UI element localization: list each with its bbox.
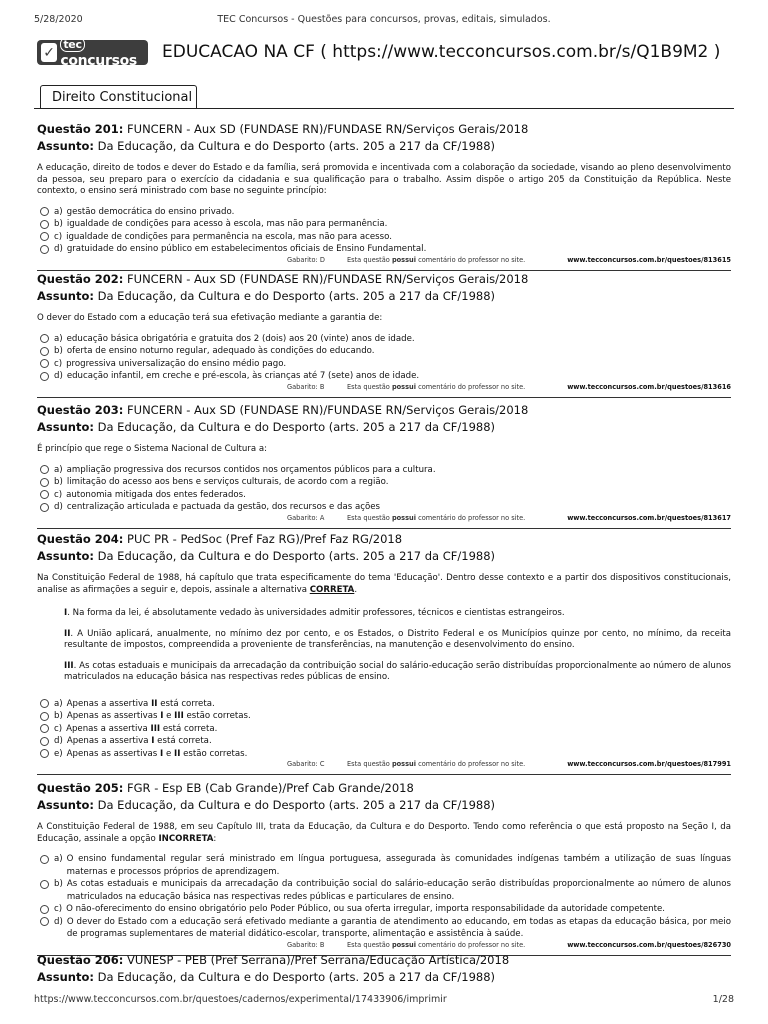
question-title: Questão 202: FUNCERN - Aux SD (FUNDASE RN)/FUNDASE RN/Serviços Gerais/2018 <box>37 272 529 286</box>
question-footer <box>37 941 731 951</box>
radio-button[interactable] <box>40 347 49 356</box>
print-title: TEC Concursos - Questões para concursos, provas, editais, simulados. <box>217 14 551 25</box>
option-a[interactable]: a) ampliação progressiva dos recursos contidos nos orçamentos públicos para a cultura. <box>37 464 731 477</box>
question-subject: Assunto: Da Educação, da Cultura e do Desporto (arts. 205 a 217 da CF/1988) <box>37 420 496 434</box>
question-footer <box>37 256 731 266</box>
print-date: 5/28/2020 <box>34 14 83 25</box>
question-title: Questão 201: FUNCERN - Aux SD (FUNDASE RN)/FUNDASE RN/Serviços Gerais/2018 <box>37 122 529 136</box>
radio-button[interactable] <box>40 359 49 368</box>
options-list <box>37 464 731 514</box>
radio-button[interactable] <box>40 465 49 474</box>
option-d[interactable]: d) centralização articulada e pactuada da gestão, dos recursos e das ações <box>37 501 731 514</box>
radio-button[interactable] <box>40 372 49 381</box>
radio-button[interactable] <box>40 712 49 721</box>
option-d[interactable]: d) educação infantil, em creche e pré-escola, às crianças até 7 (sete) anos de idade. <box>37 370 731 383</box>
comment-note: Esta questão possui comentário do professor no site. <box>347 940 526 949</box>
assertion-item: III. As cotas estaduais e municipais da arrecadação da contribuição social do salário-educação serão distribuídas proporcionalmente ao número de alunos matriculados na educação básica nas respectivas redes públicas de ensino. <box>64 660 731 682</box>
options-list <box>37 853 731 941</box>
assertion-item: II. A União aplicará, anualmente, no mínimo dez por cento, e os Estados, o Distrito Federal e os Municípios quinze por cento, no mínimo, da receita resultante de impostos, compreendida a proveniente de transferências, na manutenção e desenvolvimento do ensino. <box>64 628 731 650</box>
question-footer <box>37 383 731 393</box>
comment-note: Esta questão possui comentário do professor no site. <box>347 382 526 391</box>
question-link[interactable]: www.tecconcursos.com.br/questoes/813616 <box>567 382 731 391</box>
question-card <box>37 403 731 529</box>
answer-key: Gabarito: C <box>287 760 325 768</box>
subject-tab[interactable]: Direito Constitucional <box>40 85 197 109</box>
question-statement: É princípio que rege o Sistema Nacional de Cultura a: <box>37 444 268 454</box>
question-title: Questão 204: PUC PR - PedSoc (Pref Faz RG)/Pref Faz RG/2018 <box>37 532 403 546</box>
print-header <box>34 14 734 28</box>
radio-button[interactable] <box>40 917 49 926</box>
checkmark-icon: ✓ <box>41 43 57 62</box>
question-subject: Assunto: Da Educação, da Cultura e do Desporto (arts. 205 a 217 da CF/1988) <box>37 139 496 153</box>
question-link[interactable]: www.tecconcursos.com.br/questoes/817991 <box>567 760 731 768</box>
question-card <box>37 272 731 398</box>
divider <box>37 270 731 271</box>
radio-button[interactable] <box>40 699 49 708</box>
question-link[interactable]: www.tecconcursos.com.br/questoes/826730 <box>567 940 731 949</box>
radio-button[interactable] <box>40 503 49 512</box>
question-title: Questão 205: FGR - Esp EB (Cab Grande)/Pref Cab Grande/2018 <box>37 781 414 795</box>
option-c[interactable]: c) autonomia mitigada dos entes federados. <box>37 489 731 502</box>
tecconcursos-logo[interactable]: ✓ tecconcursos <box>37 40 148 65</box>
question-statement: Na Constituição Federal de 1988, há capítulo que trata especificamente do tema 'Educação'. Dentro desse contexto e a partir dos dispositivos constitucionais, analise as afirmações a seguir e, depois, assinale a alternativa CORRETA. <box>37 573 731 595</box>
option-b[interactable]: b) igualdade de condições para acesso à escola, mas não para permanência. <box>37 218 731 231</box>
brand-row <box>37 37 734 69</box>
assertions-list <box>37 608 731 684</box>
question-title: Questão 206: VUNESP - PEB (Pref Serrana)/Pref Serrana/Educação Artística/2018 <box>37 953 510 967</box>
radio-button[interactable] <box>40 855 49 864</box>
option-b[interactable]: b) As cotas estaduais e municipais da arrecadação da contribuição social do salário-educação serão distribuídas proporcionalmente ao número de alunos matriculados na educação básica nas respectivas redes públicas e particulares de ensino. <box>37 878 731 903</box>
question-statement: A educação, direito de todos e dever do Estado e da família, será promovida e incentivada com a colaboração da sociedade, visando ao pleno desenvolvimento da pessoa, seu preparo para o exercício da cidadania e sua qualificação para o trabalho. Assim dispõe o artigo 205 da Constituição da República. Neste contexto, o ensino será ministrado com base no seguinte princípio: <box>37 163 731 196</box>
radio-button[interactable] <box>40 880 49 889</box>
options-list <box>37 333 731 383</box>
question-card <box>37 122 731 271</box>
comment-note: Esta questão possui comentário do professor no site. <box>347 255 526 264</box>
question-subject: Assunto: Da Educação, da Cultura e do Desporto (arts. 205 a 217 da CF/1988) <box>37 970 496 984</box>
option-c[interactable]: c) igualdade de condições para permanência na escola, mas não para acesso. <box>37 231 731 244</box>
radio-button[interactable] <box>40 245 49 254</box>
options-list <box>37 698 731 761</box>
page-number: 1/28 <box>712 994 734 1005</box>
question-link[interactable]: www.tecconcursos.com.br/questoes/813615 <box>567 255 731 264</box>
comment-note: Esta questão possui comentário do professor no site. <box>347 760 526 768</box>
option-d[interactable]: d) O dever do Estado com a educação será efetivado mediante a garantia de atendimento ao educando, em todas as etapas da educação básica, por meio de programas suplementares de material didático-escolar, transporte, alimentação e assistência à saúde. <box>37 916 731 941</box>
option-c[interactable]: c) progressiva universalização do ensino médio pago. <box>37 358 731 371</box>
answer-key: Gabarito: D <box>287 255 325 264</box>
option-a[interactable]: a) Apenas a assertiva II está correta. <box>37 698 731 711</box>
option-b[interactable]: b) limitação do acesso aos bens e serviços culturais, de acordo com a região. <box>37 476 731 489</box>
radio-button[interactable] <box>40 334 49 343</box>
option-e[interactable]: e) Apenas as assertivas I e II estão corretas. <box>37 748 731 761</box>
radio-button[interactable] <box>40 232 49 241</box>
question-card <box>37 532 731 775</box>
divider <box>34 108 734 109</box>
assertion-item: I. Na forma da lei, é absolutamente vedado às universidades admitir professores, técnicos e cientistas estrangeiros. <box>64 608 565 618</box>
option-d[interactable]: d) gratuidade do ensino público em estabelecimentos oficiais de Ensino Fundamental. <box>37 243 731 256</box>
option-b[interactable]: b) Apenas as assertivas I e III estão corretas. <box>37 710 731 723</box>
page-url: https://www.tecconcursos.com.br/questoes/cadernos/experimental/17433906/imprimir <box>34 994 447 1005</box>
radio-button[interactable] <box>40 220 49 229</box>
question-statement: A Constituição Federal de 1988, em seu Capítulo III, trata da Educação, da Cultura e do Desporto. Tendo como referência o que está proposto na Seção I, da Educação, assinale a opção INCORRETA: <box>37 822 731 844</box>
question-footer <box>37 760 731 770</box>
option-c[interactable]: c) Apenas a assertiva III está correta. <box>37 723 731 736</box>
options-list <box>37 206 731 256</box>
radio-button[interactable] <box>40 905 49 914</box>
answer-key: Gabarito: B <box>287 382 325 391</box>
question-footer <box>37 514 731 524</box>
radio-button[interactable] <box>40 207 49 216</box>
question-subject: Assunto: Da Educação, da Cultura e do Desporto (arts. 205 a 217 da CF/1988) <box>37 289 496 303</box>
answer-key: Gabarito: B <box>287 940 325 949</box>
question-card <box>37 781 731 956</box>
question-statement: O dever do Estado com a educação terá sua efetivação mediante a garantia de: <box>37 313 383 323</box>
option-a[interactable]: a) educação básica obrigatória e gratuita dos 2 (dois) aos 20 (vinte) anos de idade. <box>37 333 731 346</box>
option-b[interactable]: b) oferta de ensino noturno regular, adequado às condições do educando. <box>37 345 731 358</box>
question-card <box>37 953 731 986</box>
radio-button[interactable] <box>40 737 49 746</box>
print-footer <box>34 994 734 1008</box>
radio-button[interactable] <box>40 478 49 487</box>
radio-button[interactable] <box>40 749 49 758</box>
question-link[interactable]: www.tecconcursos.com.br/questoes/813617 <box>567 513 731 522</box>
document-heading: EDUCACAO NA CF ( https://www.tecconcursos.com.br/s/Q1B9M2 ) <box>162 42 721 62</box>
radio-button[interactable] <box>40 724 49 733</box>
comment-note: Esta questão possui comentário do professor no site. <box>347 513 526 522</box>
question-subject: Assunto: Da Educação, da Cultura e do Desporto (arts. 205 a 217 da CF/1988) <box>37 798 496 812</box>
question-title: Questão 203: FUNCERN - Aux SD (FUNDASE RN)/FUNDASE RN/Serviços Gerais/2018 <box>37 403 529 417</box>
option-c[interactable]: c) O não-oferecimento do ensino obrigatório pelo Poder Público, ou sua oferta irregular, importa responsabilidade da autoridade competente. <box>37 903 731 916</box>
divider <box>37 528 731 529</box>
option-d[interactable]: d) Apenas a assertiva I está correta. <box>37 735 731 748</box>
divider <box>37 397 731 398</box>
option-a[interactable]: a) gestão democrática do ensino privado. <box>37 206 731 219</box>
answer-key: Gabarito: A <box>287 513 325 522</box>
divider <box>37 774 731 775</box>
radio-button[interactable] <box>40 490 49 499</box>
option-a[interactable]: a) O ensino fundamental regular será ministrado em língua portuguesa, assegurada às comunidades indígenas também a utilização de suas línguas maternas e processos próprios de aprendizagem. <box>37 853 731 878</box>
question-subject: Assunto: Da Educação, da Cultura e do Desporto (arts. 205 a 217 da CF/1988) <box>37 549 496 563</box>
